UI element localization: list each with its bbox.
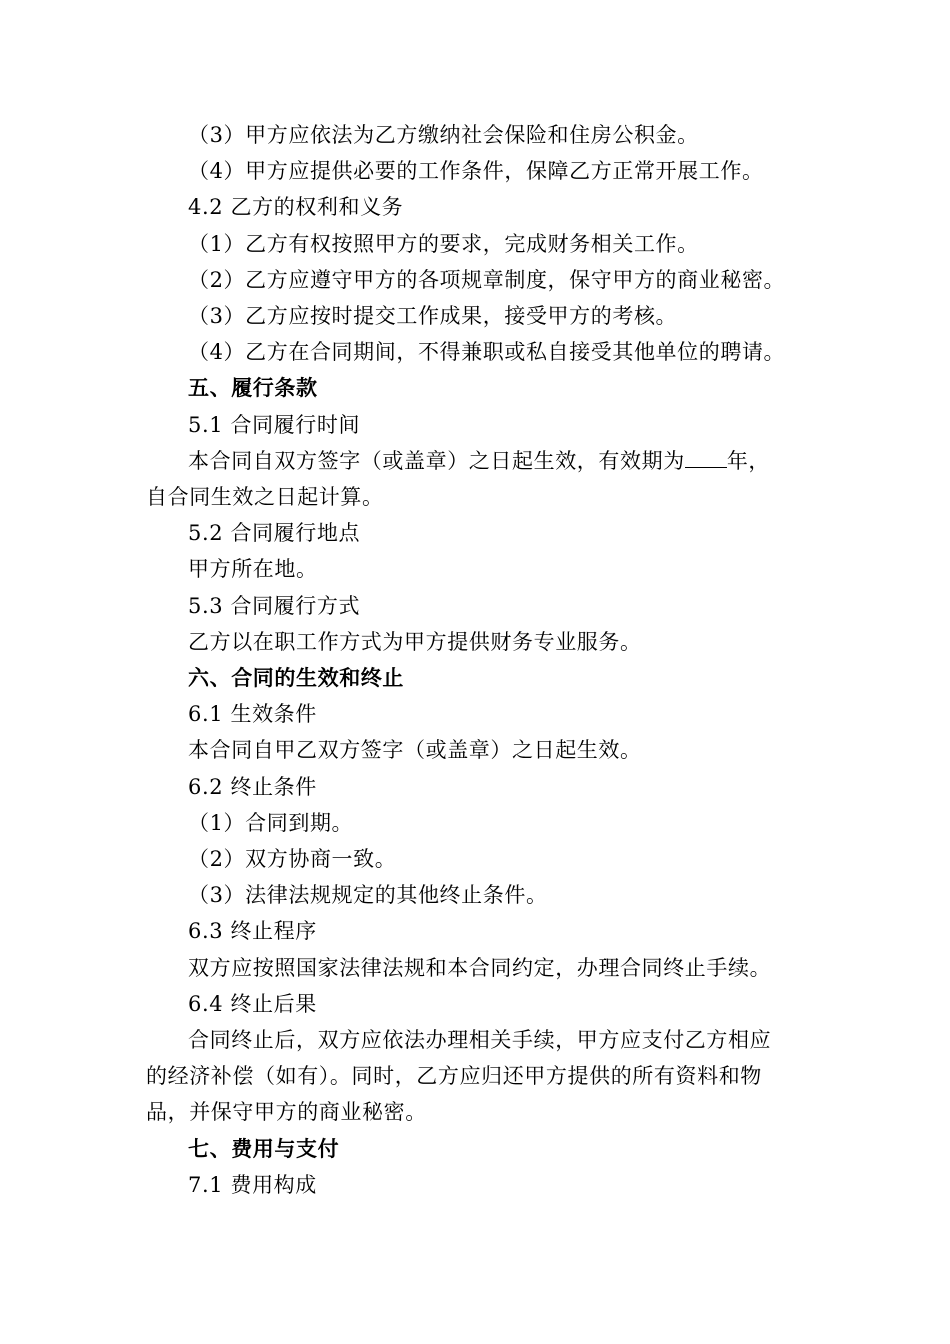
clause-4-1-item-4: （4）甲方应提供必要的工作条件，保障乙方正常开展工作。 xyxy=(188,159,764,184)
clause-6-2-item-3: （3）法律法规规定的其他终止条件。 xyxy=(188,883,548,908)
clause-5-1-text-part2: 年， xyxy=(726,448,771,473)
clause-4-2-item-1: （1）乙方有权按照甲方的要求，完成财务相关工作。 xyxy=(188,231,699,256)
clause-5-1-title: 5.1 合同履行时间 xyxy=(188,412,361,437)
clause-6-3-title: 6.3 终止程序 xyxy=(188,919,317,944)
clause-6-4-text: 合同终止后，双方应依法办理相关手续，甲方应支付乙方相应 xyxy=(188,1028,772,1053)
clause-5-1-text xyxy=(146,443,814,479)
clause-6-2-item-1: （1）合同到期。 xyxy=(188,810,354,835)
clause-6-3-text: 双方应按照国家法律法规和本合同约定，办理合同终止手续。 xyxy=(188,955,772,980)
clause-5-2-text: 甲方所在地。 xyxy=(188,557,318,582)
validity-years-blank[interactable] xyxy=(685,451,727,468)
section-7-heading: 七、费用与支付 xyxy=(188,1135,340,1161)
clause-5-3-text: 乙方以在职工作方式为甲方提供财务专业服务。 xyxy=(188,629,642,654)
clause-4-2-item-4: （4）乙方在合同期间，不得兼职或私自接受其他单位的聘请。 xyxy=(188,340,786,365)
section-6-heading: 六、合同的生效和终止 xyxy=(188,665,404,691)
clause-4-2-item-2: （2）乙方应遵守甲方的各项规章制度，保守甲方的商业秘密。 xyxy=(188,267,786,292)
clause-6-4-text-cont-2: 品，并保守甲方的商业秘密。 xyxy=(146,1100,427,1125)
clause-6-2-item-2: （2）双方协商一致。 xyxy=(188,847,397,872)
clause-4-2-item-3: （3）乙方应按时提交工作成果，接受甲方的考核。 xyxy=(188,304,678,329)
clause-6-1-text: 本合同自甲乙双方签字（或盖章）之日起生效。 xyxy=(188,738,642,763)
clause-7-1-title: 7.1 费用构成 xyxy=(188,1172,317,1197)
clause-5-1-text-cont: 自合同生效之日起计算。 xyxy=(146,485,384,510)
clause-5-1-text-part1: 本合同自双方签字（或盖章）之日起生效，有效期为 xyxy=(188,448,685,473)
clause-6-4-title: 6.4 终止后果 xyxy=(188,991,317,1016)
contract-body xyxy=(146,117,814,1203)
clause-5-3-title: 5.3 合同履行方式 xyxy=(188,593,361,618)
clause-6-2-title: 6.2 终止条件 xyxy=(188,774,317,799)
clause-4-2-title: 4.2 乙方的权利和义务 xyxy=(188,195,404,220)
clause-6-1-title: 6.1 生效条件 xyxy=(188,702,317,727)
clause-6-4-text-cont-1: 的经济补偿（如有）。同时，乙方应归还甲方提供的所有资料和物 xyxy=(146,1064,762,1089)
clause-5-2-title: 5.2 合同履行地点 xyxy=(188,521,361,546)
section-5-heading: 五、履行条款 xyxy=(188,375,318,401)
clause-4-1-item-3: （3）甲方应依法为乙方缴纳社会保险和住房公积金。 xyxy=(188,123,699,147)
